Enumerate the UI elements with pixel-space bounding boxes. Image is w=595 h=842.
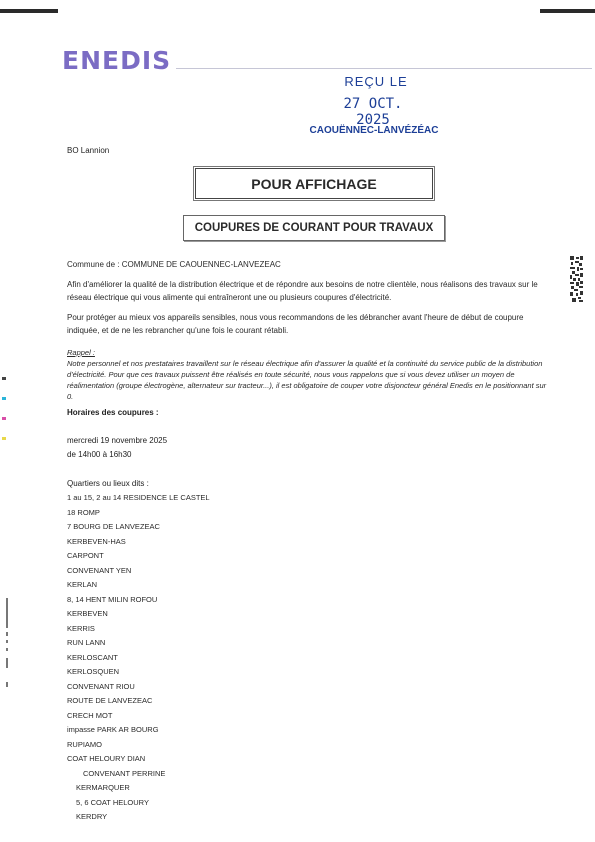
header-rule xyxy=(176,68,592,69)
places-title: Quartiers ou lieux dits : xyxy=(67,479,149,488)
rappel-text: Notre personnel et nos prestataires travaillent sur le réseau électrique afin d'assurer la qualité et la continuité du service public de la distribution d'électricité. Pour que ces travaux puissent être réalisés en toute sécurité, nous vous rappelons que si vous devez utiliser un moyen de réalimentation (groupe électrogène, alternateur sur tracteur...), il est obligatoire de couper votre disjoncteur général Enedis en le positionnant sur 0. xyxy=(67,359,547,401)
list-item: KERRIS xyxy=(67,623,95,633)
rappel-title: Rappel : xyxy=(67,348,95,357)
list-item: 5, 6 COAT HELOURY xyxy=(76,797,149,807)
qr-code-icon xyxy=(570,256,583,302)
enedis-logo: ENEDIS xyxy=(62,46,172,75)
list-item: KERMARQUER xyxy=(76,783,130,792)
scan-color-mark xyxy=(2,437,6,440)
list-item: KERLOSQUEN xyxy=(67,667,120,676)
office-name: BO Lannion xyxy=(67,146,110,155)
outage-hours: de 14h00 à 16h30 xyxy=(67,450,132,459)
intro-paragraph: Afin d'améliorer la qualité de la distribution électrique et de répondre aux besoins de notre clientèle, nous réalisons des travaux sur le réseau électrique qui vous alimente qui entraîneront une ou plusieurs coupures d'électricité. xyxy=(67,280,538,302)
list-item: 18 ROMP xyxy=(67,507,100,517)
scan-color-mark xyxy=(2,397,6,400)
list-item: CONVENANT YEN xyxy=(67,565,132,575)
list-item: KERBEVEN-HAS xyxy=(67,536,126,546)
stamp-place: CAOUËNNEC-LANVÉZÉAC xyxy=(309,125,439,136)
list-item: ROUTE DE LANVEZEAC xyxy=(67,696,153,705)
subject-title-box xyxy=(183,215,445,241)
scan-edge-mark-left xyxy=(0,9,58,13)
list-item: KERDRY xyxy=(76,812,108,821)
list-item: KERBEVEN xyxy=(67,609,108,618)
list-item: COAT HELOURY DIAN xyxy=(67,754,146,763)
stamp-date: 27 OCT. 2025 xyxy=(343,96,403,128)
list-item: RUN LANN xyxy=(67,638,106,647)
advice-paragraph: Pour protéger au mieux vos appareils sensibles, nous vous recommandons de les débrancher avant l'heure de début de coupure indiquée, et de ne les rebrancher qu'une fois le courant rétabli. xyxy=(67,313,524,335)
list-item: RUPIAMO xyxy=(67,739,103,749)
list-item: CRECH MOT xyxy=(67,710,113,720)
scan-color-mark xyxy=(2,377,6,380)
list-item: KERLAN xyxy=(67,580,98,589)
stamp-received-label: REÇU LE xyxy=(344,74,408,89)
list-item: CARPONT xyxy=(67,551,104,560)
list-item: KERLOSCANT xyxy=(67,652,118,662)
commune-line: Commune de : COMMUNE DE CAOUENNEC-LANVEZEAC xyxy=(67,260,281,269)
list-item: 7 BOURG DE LANVEZEAC xyxy=(67,522,160,531)
list-item: impasse PARK AR BOURG xyxy=(67,725,159,734)
list-item: CONVENANT PERRINE xyxy=(83,768,166,778)
subject-title: COUPURES DE COURANT POUR TRAVAUX xyxy=(194,222,434,234)
display-title-box xyxy=(195,168,433,199)
places-list xyxy=(67,491,210,825)
list-item: 8, 14 HENT MILIN ROFOU xyxy=(67,594,158,604)
list-item: 1 au 15, 2 au 14 RESIDENCE LE CASTEL xyxy=(67,493,210,502)
scan-color-mark xyxy=(2,417,6,420)
list-item: CONVENANT RIOU xyxy=(67,681,135,691)
display-title: POUR AFFICHAGE xyxy=(251,175,377,192)
scan-edge-mark-right xyxy=(540,9,595,13)
schedule-title: Horaires des coupures : xyxy=(67,408,159,417)
outage-day: mercredi 19 novembre 2025 xyxy=(67,436,168,445)
side-reference-microprint xyxy=(2,598,14,688)
